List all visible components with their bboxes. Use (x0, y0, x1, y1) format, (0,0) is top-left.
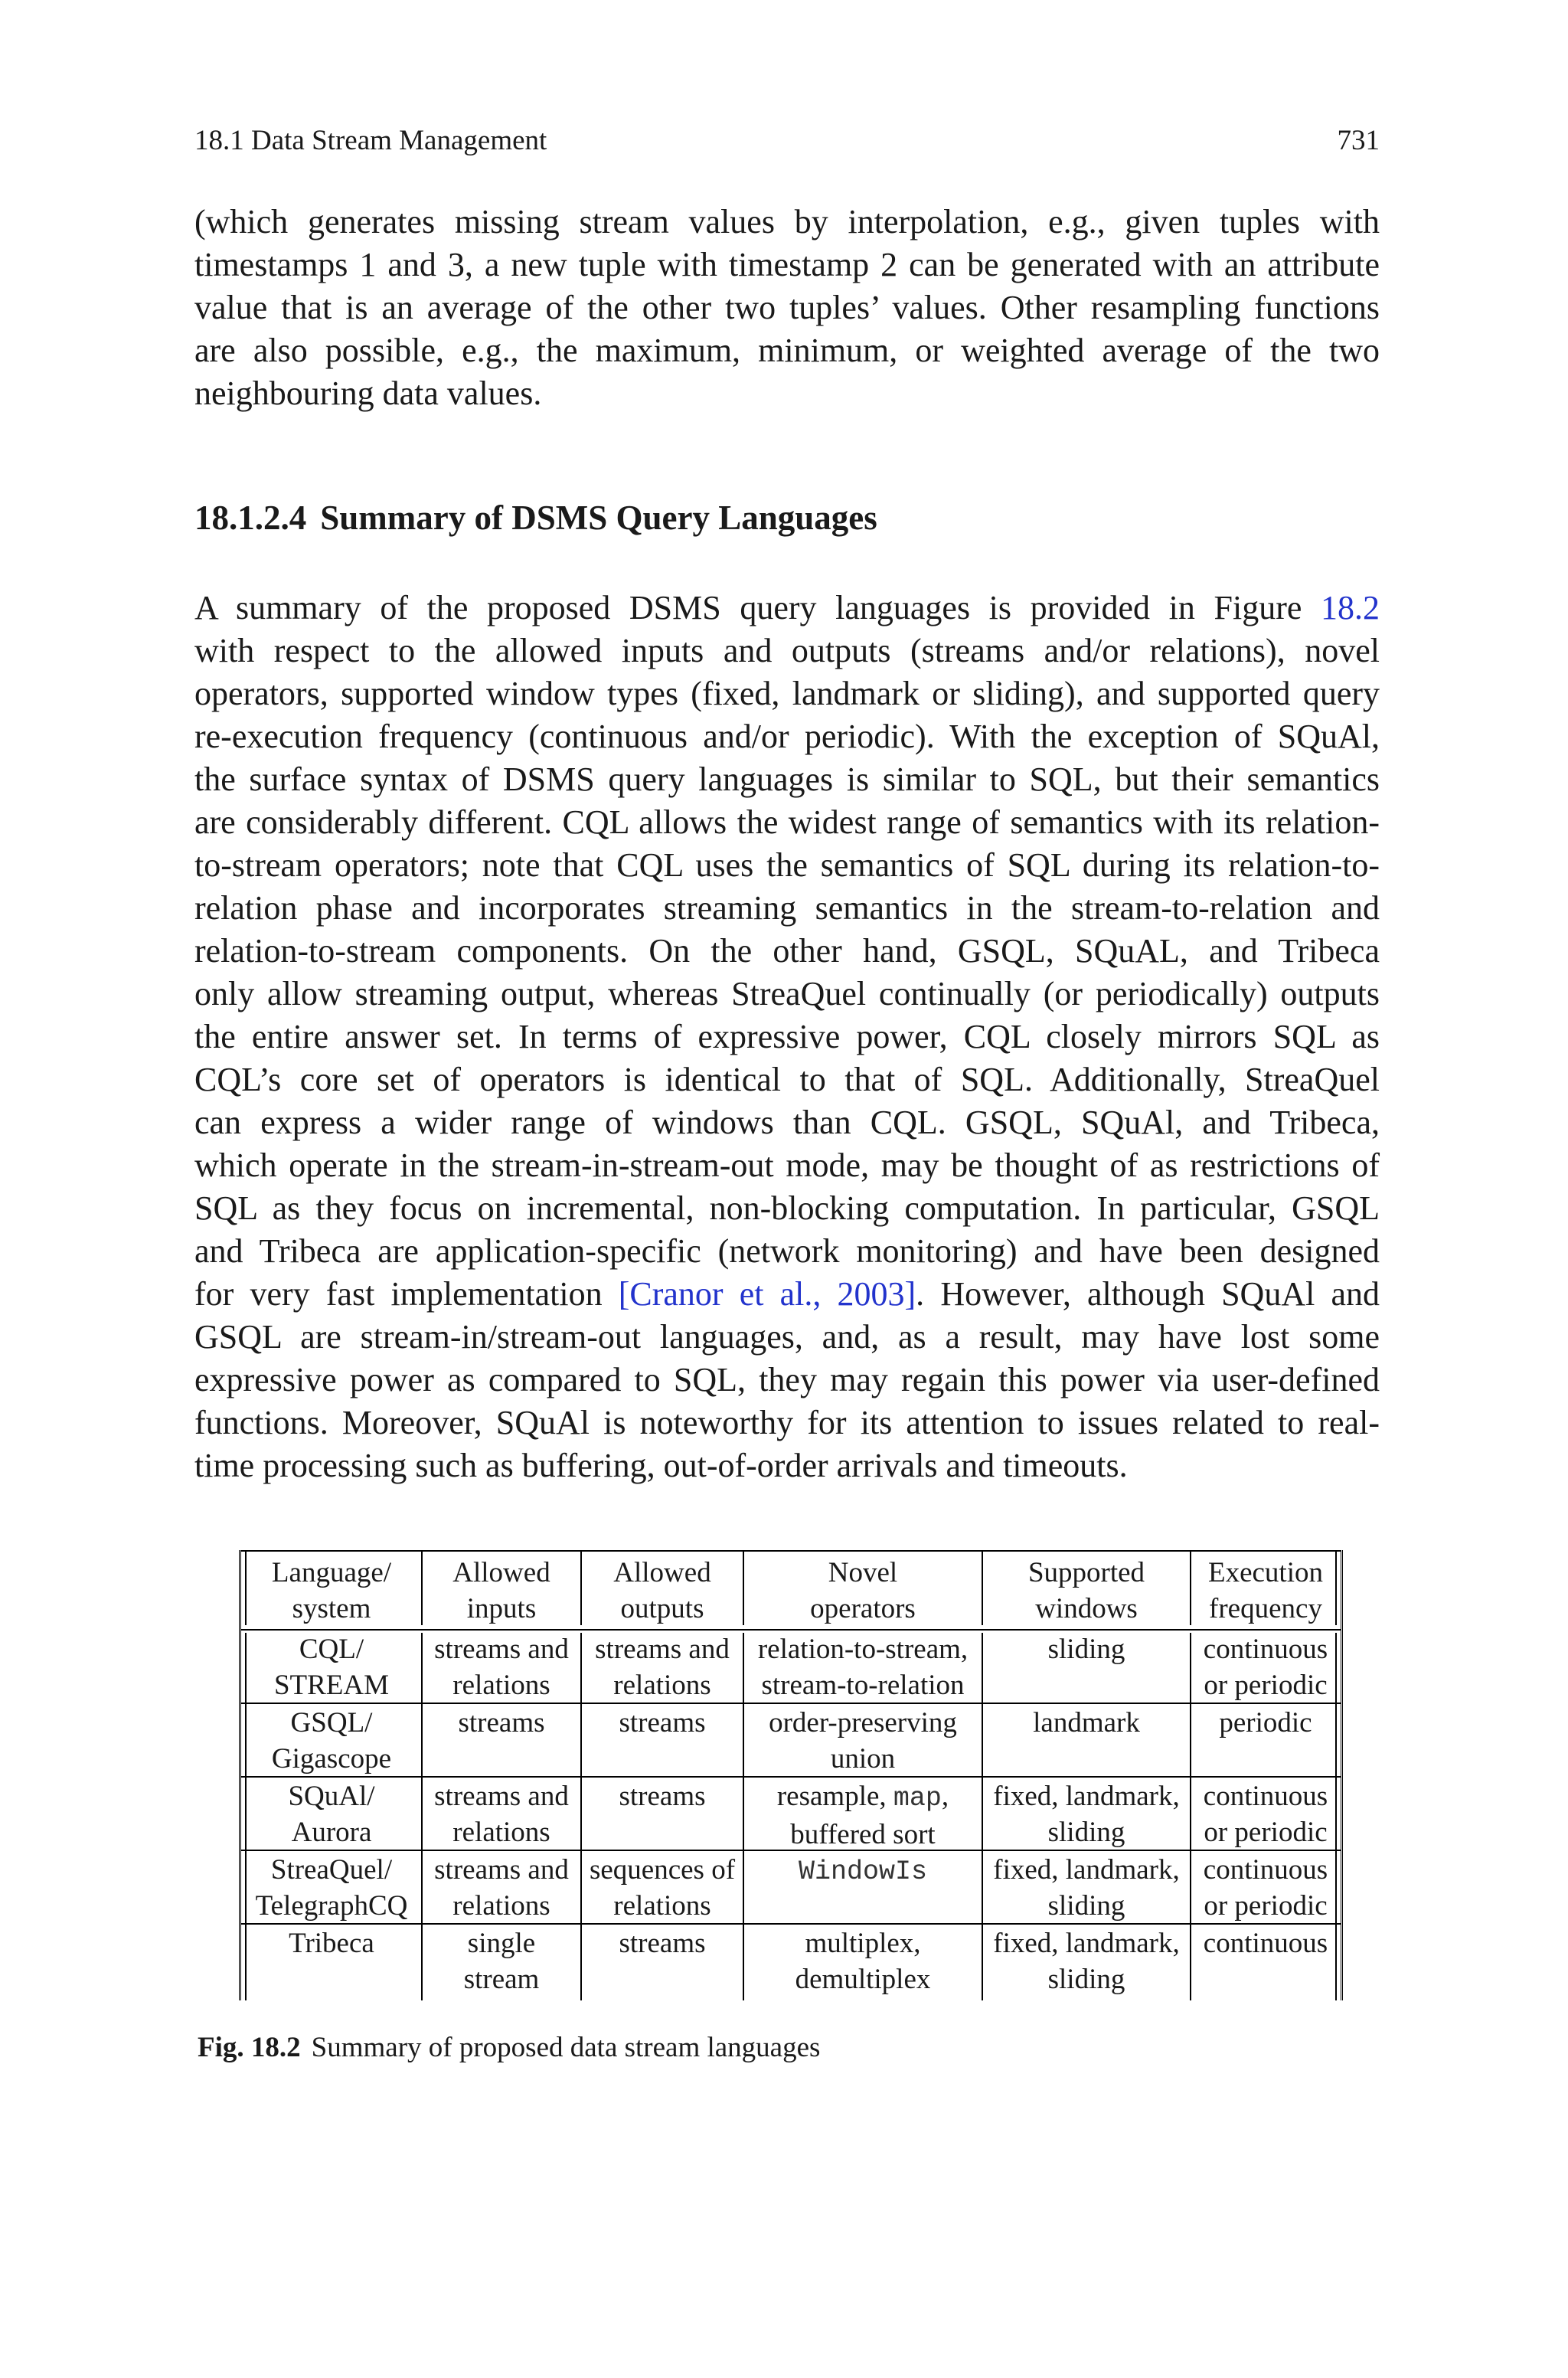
table-cell (422, 1705, 581, 1741)
figure-reference-link[interactable]: 18.2 (1321, 589, 1380, 626)
cell-line: fixed, landmark, (993, 1781, 1180, 1812)
cell-line: inputs (466, 1593, 537, 1624)
cell-line: continuous (1203, 1928, 1328, 1959)
table-cell (743, 1631, 982, 1703)
cell-line: operators (810, 1593, 916, 1624)
table-cell (982, 1852, 1191, 1924)
text-line: the entire answer set. In terms of expressive power, CQL closely mirrors SQL as (194, 1018, 1380, 1055)
table-header-cell (743, 1555, 982, 1627)
running-head (194, 123, 1380, 159)
cell-line: demultiplex (795, 1964, 931, 1995)
page-number: 731 (1337, 125, 1380, 156)
text-run: for very fast implementation (194, 1275, 603, 1313)
table-header-cell (581, 1555, 743, 1627)
cell-line: stream-to-relation (761, 1670, 965, 1701)
table-cell (1191, 1852, 1341, 1924)
cell-line: or periodic (1204, 1890, 1328, 1922)
figure-caption-text: Summary of proposed data stream languages (311, 2032, 821, 2063)
text-line: re-execution frequency (continuous and/or periodic). With the exception of SQuAl, (194, 718, 1380, 755)
paragraph-summary (194, 587, 1380, 1487)
cell-line: streams (458, 1707, 545, 1739)
table-cell (1191, 1705, 1341, 1741)
table-cell (982, 1778, 1191, 1850)
text-line: CQL’s core set of operators is identical to that of SQL. Additionally, StreaQuel (194, 1061, 1380, 1098)
table-cell (743, 1925, 982, 1997)
cell-line: Execution (1207, 1557, 1323, 1588)
table-cell (241, 1852, 422, 1924)
table-cell (743, 1705, 982, 1777)
cell-line: SQuAl/ (288, 1781, 375, 1812)
section-title: 18.1 Data Stream Management (194, 125, 547, 156)
cell-line: Language/ (271, 1557, 392, 1588)
cell-line: Allowed (613, 1557, 711, 1588)
text-line: GSQL are stream-in/stream-out languages, and, as a result, may have lost some (194, 1318, 1380, 1356)
text-line: SQL as they focus on incremental, non-blocking computation. In particular, GSQL (194, 1189, 1380, 1227)
text-line: expressive power as compared to SQL, they may regain this power via user-defined (194, 1361, 1380, 1398)
cell-line: relation-to-stream, (757, 1634, 969, 1665)
figure-label: Fig. 18.2 (198, 2032, 301, 2063)
cell-line: landmark (1033, 1707, 1140, 1739)
cell-line: continuous (1203, 1781, 1328, 1812)
cell-line: streams (619, 1781, 706, 1812)
cell-line: streams (619, 1707, 706, 1739)
figure-caption (198, 2030, 820, 2066)
table-cell (422, 1778, 581, 1850)
cell-line: Supported (1027, 1557, 1145, 1588)
languages-summary-table (239, 1550, 1343, 2000)
text-line (194, 1273, 1380, 1316)
cell-line: GSQL/ (290, 1707, 373, 1739)
cell-line: Allowed (452, 1557, 550, 1588)
cell-line: union (830, 1743, 896, 1775)
text-line: relation phase and incorporates streaming semantics in the stream-to-relation and (194, 889, 1380, 927)
cell-line: StreaQuel/ (270, 1854, 393, 1886)
table-cell (1191, 1925, 1341, 1961)
cell-line: fixed, landmark, (993, 1928, 1180, 1959)
table-header-cell (422, 1555, 581, 1627)
cell-line: streams and (595, 1634, 730, 1665)
text-line: functions. Moreover, SQuAl is noteworthy for its attention to issues related to real- (194, 1404, 1380, 1441)
cell-line: sliding (1047, 1890, 1125, 1922)
text-line: are considerably different. CQL allows the widest range of semantics with its relation- (194, 803, 1380, 841)
cell-line: relations (452, 1670, 550, 1701)
cell-line (743, 1778, 982, 1817)
table-header-cell (241, 1555, 422, 1627)
cell-line: periodic (1219, 1707, 1312, 1739)
cell-line: Novel (828, 1557, 898, 1588)
cell-line: Gigascope (271, 1743, 392, 1775)
cell-line: TelegraphCQ (255, 1890, 408, 1922)
cell-line: or periodic (1204, 1817, 1328, 1848)
table-cell (422, 1631, 581, 1703)
cell-line: relations (452, 1890, 550, 1922)
cell-line: CQL/ (299, 1634, 364, 1665)
table-cell (241, 1925, 422, 1961)
cell-line: relations (613, 1670, 711, 1701)
table-cell (982, 1925, 1191, 1997)
text-run: A summary of the proposed DSMS query languages is provided in Figure (194, 589, 1302, 626)
cell-line: Aurora (291, 1817, 372, 1848)
table-header-cell (1191, 1555, 1341, 1627)
cell-line: system (292, 1593, 371, 1624)
cell-line: streams and (434, 1781, 569, 1812)
cell-line: frequency (1209, 1593, 1322, 1624)
text-line: only allow streaming output, whereas StreaQuel continually (or periodically) outputs (194, 975, 1380, 1012)
cell-line: STREAM (273, 1670, 390, 1701)
text-line: relation-to-stream components. On the other hand, GSQL, SQuAL, and Tribeca (194, 932, 1380, 970)
text-line: timestamps 1 and 3, a new tuple with timestamp 2 can be generated with an attribute (194, 246, 1380, 283)
cell-line: continuous (1203, 1854, 1328, 1886)
text-line: neighbouring data values. (194, 375, 542, 412)
text-line (194, 587, 1380, 630)
cell-line: sequences of (589, 1854, 736, 1886)
text-line: to-stream operators; note that CQL uses the semantics of SQL during its relation-to- (194, 846, 1380, 884)
cell-line: streams and (434, 1634, 569, 1665)
cell-line: outputs (620, 1593, 704, 1624)
table-cell (982, 1631, 1191, 1667)
table-cell (1191, 1631, 1341, 1703)
cell-line: stream (463, 1964, 540, 1995)
text-line: (which generates missing stream values by interpolation, e.g., given tuples with (194, 203, 1380, 240)
text-line: are also possible, e.g., the maximum, minimum, or weighted average of the two (194, 332, 1380, 369)
text-run: resample, (776, 1781, 893, 1812)
table-cell (982, 1705, 1191, 1741)
cell-line: windows (1035, 1593, 1138, 1624)
code-map: map (893, 1783, 942, 1814)
cell-line: or periodic (1204, 1670, 1328, 1701)
cell-line: sliding (1047, 1634, 1125, 1665)
table-cell (581, 1852, 743, 1924)
table-header-cell (982, 1555, 1191, 1627)
cell-line: buffered sort (790, 1819, 936, 1850)
cell-line: continuous (1203, 1634, 1328, 1665)
table-cell (743, 1852, 982, 1890)
cell-line: streams and (434, 1854, 569, 1886)
text-line: which operate in the stream-in-stream-out mode, may be thought of as restrictions of (194, 1146, 1380, 1184)
citation-link[interactable]: [Cranor et al., 2003] (618, 1275, 916, 1313)
section-heading-title: Summary of DSMS Query Languages (320, 499, 877, 537)
table-cell (422, 1852, 581, 1924)
text-line: operators, supported window types (fixed, landmark or sliding), and supported query (194, 675, 1380, 712)
table-cell (581, 1631, 743, 1703)
table-cell (422, 1925, 581, 1997)
cell-line: single (467, 1928, 536, 1959)
table-cell (1191, 1778, 1341, 1850)
cell-line: sliding (1047, 1817, 1125, 1848)
cell-line: sliding (1047, 1964, 1125, 1995)
text-line: can express a wider range of windows than CQL. GSQL, SQuAl, and Tribeca, (194, 1104, 1380, 1141)
table-cell (581, 1705, 743, 1741)
table-cell (581, 1925, 743, 1961)
cell-line: streams (619, 1928, 706, 1959)
text-line: value that is an average of the other two tuples’ values. Other resampling functions (194, 289, 1380, 326)
text-line: with respect to the allowed inputs and outputs (streams and/or relations), novel (194, 632, 1380, 669)
cell-line: fixed, landmark, (993, 1854, 1180, 1886)
cell-line: order-preserving (769, 1707, 957, 1739)
table-cell (743, 1778, 982, 1853)
section-heading-number: 18.1.2.4 (194, 499, 307, 537)
cell-line: multiplex, (805, 1928, 921, 1959)
text-line: time processing such as buffering, out-of-order arrivals and timeouts. (194, 1447, 1128, 1484)
punctuation: , (941, 1781, 949, 1812)
cell-line: relations (452, 1817, 550, 1848)
text-run: . However, although SQuAl and (916, 1275, 1380, 1313)
table-cell (581, 1778, 743, 1814)
section-heading (194, 496, 877, 539)
text-line: the surface syntax of DSMS query languages is similar to SQL, but their semantics (194, 761, 1380, 798)
table-cell (241, 1631, 422, 1703)
paragraph-interpolation (194, 201, 1380, 415)
cell-line: Tribeca (289, 1928, 374, 1959)
table-cell (241, 1778, 422, 1850)
text-line: and Tribeca are application-specific (network monitoring) and have been designed (194, 1232, 1380, 1270)
code-windowis: WindowIs (798, 1856, 928, 1887)
cell-line (743, 1852, 982, 1890)
table-cell (241, 1705, 422, 1777)
cell-line: relations (613, 1890, 711, 1922)
